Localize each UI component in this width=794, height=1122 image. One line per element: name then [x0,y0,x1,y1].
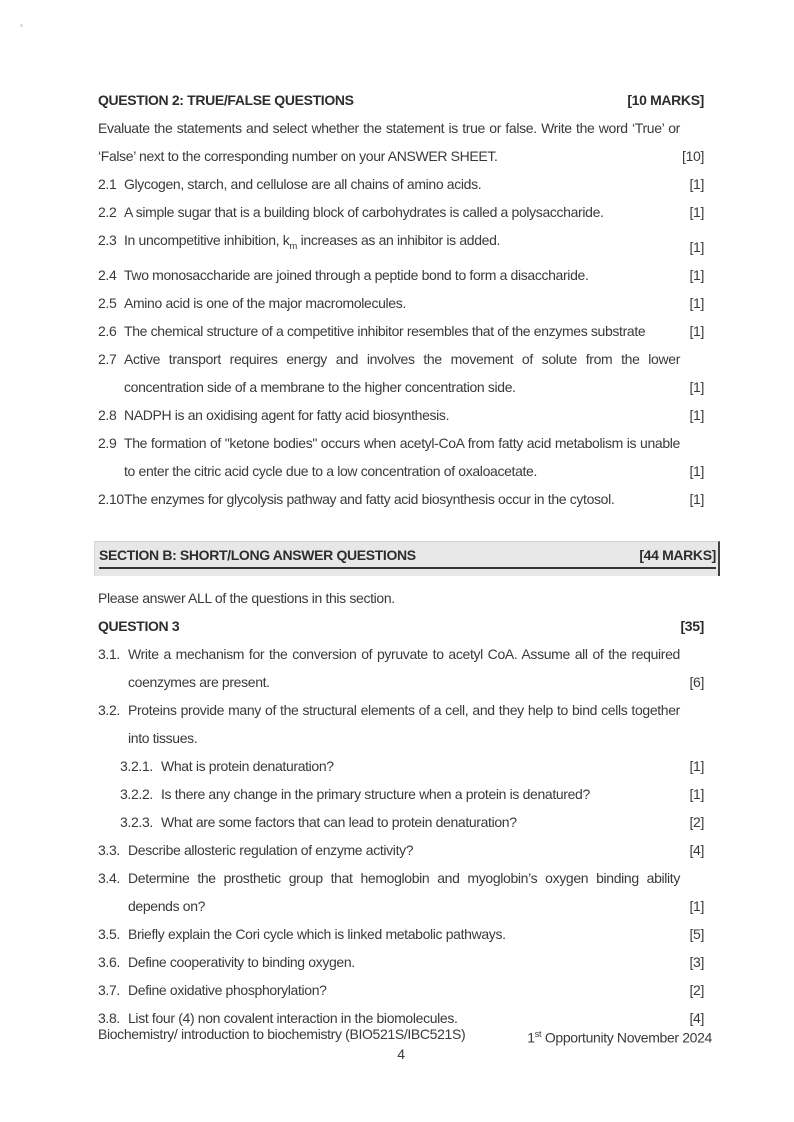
section-b-total-marks: [44 MARKS] [639,546,716,563]
question-number: 3.6. [98,953,120,970]
question-marks: [4] [689,1009,704,1026]
footer-session-number: 1 [527,1029,535,1046]
question-item-2-2 [98,198,704,226]
footer-session-text: Opportunity November 2024 [541,1029,712,1046]
question-item-3-1 [98,640,704,696]
question-number: 2.4 [98,266,117,283]
question-text: List four (4) non covalent interaction in the biomolecules. [128,1009,458,1026]
question-text: Determine the prosthetic group that hemoglobin and myoglobin’s oxygen binding ability depends on? [128,869,680,914]
question-text: A simple sugar that is a building block of carbohydrates is called a polysaccharide. [124,204,604,220]
question-number: 3.1. [98,645,120,662]
question-marks: [1] [689,897,704,914]
question-item-3-4 [98,864,704,920]
question-number: 3.2.2. [120,785,153,802]
question-text: The enzymes for glycolysis pathway and fatty acid biosynthesis occur in the cytosol. [124,490,615,507]
question-item-2-4 [98,261,704,289]
question-item-3-7 [98,976,704,1004]
question-marks: [1] [689,266,704,283]
question-text: What are some factors that can lead to protein denaturation? [161,813,517,830]
question-item-2-5 [98,289,704,317]
km-subscript: m [289,240,298,252]
question-marks: [2] [689,813,704,830]
question-number: 2.3 [98,232,117,248]
question-marks: [1] [689,322,704,339]
question-number: 2.2 [98,204,117,220]
question-number: 3.7. [98,981,120,998]
question2-intro-text: Evaluate the statements and select whether the statement is true or false. Write the word ‘True’ or ‘False’ next to the corresponding number on your ANSWER SHEET. [98,120,680,164]
question-number: 2.10 [98,490,124,507]
question-text: Proteins provide many of the structural elements of a cell, and they help to bind cells together into tissues. [128,701,680,746]
page-content [98,86,716,1032]
section-b-header-line [99,545,716,569]
question-item-3-2-1 [98,752,704,780]
question-text-pre: In uncompetitive inhibition, k [124,232,290,248]
question-text: Write a mechanism for the conversion of pyruvate to acetyl CoA. Assume all of the required coenzymes are present. [128,645,680,690]
ordinal-superscript: st [534,1029,542,1039]
question3-total-marks: [35] [680,617,704,634]
question-number: 2.5 [98,294,117,311]
question-marks: [4] [689,841,704,858]
question-text: Define oxidative phosphorylation? [128,981,327,998]
question-number: 3.5. [98,925,120,942]
question-number: 2.1 [98,176,117,192]
question3-title: QUESTION 3 [98,617,180,634]
question-marks: [1] [689,785,704,802]
question-marks: [3] [689,953,704,970]
question-item-2-3 [98,226,704,261]
question-number: 2.7 [98,350,117,367]
question2-intro-marks: [10] [682,148,704,164]
question-number: 2.9 [98,434,117,451]
question-item-2-6 [98,317,704,345]
question-number: 2.8 [98,406,117,423]
question-text: What is protein denaturation? [161,757,334,774]
question-marks: [5] [689,925,704,942]
question-text: Two monosaccharide are joined through a peptide bond to form a disaccharide. [124,266,589,283]
question-marks: [6] [689,673,704,690]
question-text-post: increases as an inhibitor is added. [297,232,501,248]
question-item-2-10 [98,485,704,513]
question-item-3-2-2 [98,780,704,808]
question-text: Is there any change in the primary structure when a protein is denatured? [161,785,590,802]
question-number: 3.4. [98,869,120,886]
section-b-instruction: Please answer ALL of the questions in this section. [98,589,395,606]
question2-title: QUESTION 2: TRUE/FALSE QUESTIONS [98,92,354,108]
question-number: 3.2.1. [120,757,153,774]
question3-header [98,612,704,640]
question-item-3-2 [98,696,704,752]
page-number: 4 [397,1046,405,1062]
question2-intro [98,114,704,170]
question-number: 3.8. [98,1009,120,1026]
question-text: The chemical structure of a competitive inhibitor resembles that of the enzymes substrate [124,322,646,339]
question-item-3-2-3 [98,808,704,836]
question-item-2-1 [98,170,704,198]
question-item-2-9 [98,429,704,485]
question-number: 3.2. [98,701,120,718]
question-marks: [1] [689,294,704,311]
question-item-3-5 [98,920,704,948]
footer-course-title: Biochemistry/ introduction to biochemistry (BIO521S/IBC521S) [98,1026,466,1042]
question-marks: [1] [689,204,704,220]
question-marks: [1] [689,757,704,774]
section-b-header-box [94,541,720,576]
question-text: Define cooperativity to binding oxygen. [128,953,355,970]
question-text [124,226,680,261]
question-marks: [1] [689,406,704,423]
question-item-3-3 [98,836,704,864]
question-text: Glycogen, starch, and cellulose are all chains of amino acids. [124,176,482,192]
question-marks: [1] [689,490,704,507]
question-marks: [1] [689,378,704,395]
question-marks: [2] [689,981,704,998]
question-item-3-6 [98,948,704,976]
question-number: 3.3. [98,841,120,858]
question-text: NADPH is an oxidising agent for fatty acid biosynthesis. [124,406,450,423]
question-marks: [1] [689,176,704,192]
question-number: 3.2.3. [120,813,153,830]
question-marks: [1] [689,238,704,255]
question-item-2-8 [98,401,704,429]
question2-header [98,86,704,114]
question-text: Active transport requires energy and involves the movement of solute from the lower concentration side of a membrane to the higher concentration side. [124,350,680,395]
scan-artifact-dot [20,24,23,27]
question-text: Amino acid is one of the major macromolecules. [124,294,406,311]
question2-total-marks: [10 MARKS] [627,92,704,108]
question-text: Briefly explain the Cori cycle which is linked metabolic pathways. [128,925,506,942]
question-number: 2.6 [98,322,117,339]
question-text: Describe allosteric regulation of enzyme activity? [128,841,414,858]
question-text: The formation of "ketone bodies" occurs when acetyl-CoA from fatty acid metabolism is unable to enter the citric acid cycle due to a low concentration of oxaloacetate. [124,434,680,479]
question-marks: [1] [689,462,704,479]
question-item-2-7 [98,345,704,401]
section-b-title: SECTION B: SHORT/LONG ANSWER QUESTIONS [99,546,416,563]
